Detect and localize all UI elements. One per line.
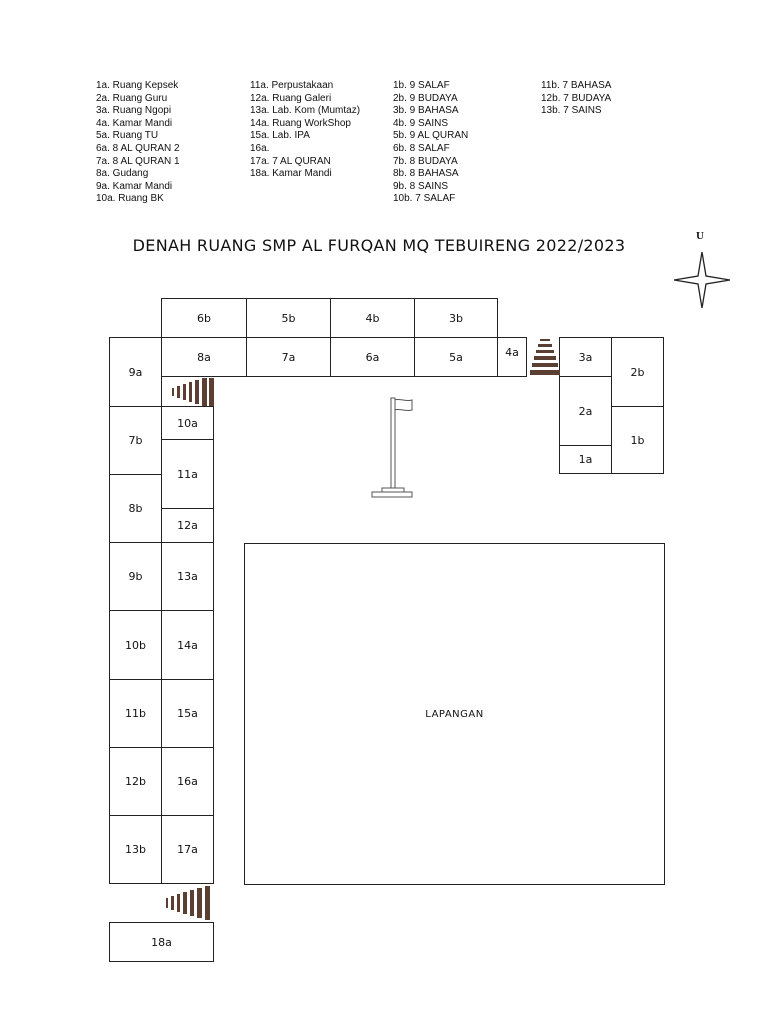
legend-item: 18a. Kamar Mandi [250,168,332,180]
room-8b: 8b [109,474,162,543]
stairs-icon [166,886,214,920]
legend-item: 15a. Lab. IPA [250,130,310,142]
legend-item: 8b. 8 BAHASA [393,168,459,180]
room-4a: 4a [497,337,527,377]
legend-item: 10a. Ruang BK [96,193,164,205]
room-15a: 15a [161,679,214,748]
legend-item: 14a. Ruang WorkShop [250,117,351,129]
map-title: DENAH RUANG SMP AL FURQAN MQ TEBUIRENG 2022/2023 [132,236,626,255]
room-7b: 7b [109,406,162,475]
room-3b: 3b [414,298,498,338]
legend-item: 17a. 7 AL QURAN [250,155,331,167]
legend-item: 6a. 8 AL QURAN 2 [96,142,180,154]
room-8a: 8a [161,337,247,377]
room-11a: 11a [161,439,214,509]
room-6a: 6a [330,337,415,377]
legend-item: 3b. 9 BAHASA [393,105,459,117]
room-1b: 1b [611,406,664,474]
room-14a: 14a [161,610,214,680]
room-13b: 13b [109,815,162,884]
north-label: U [696,230,704,242]
legend-column-1 [96,80,180,206]
stairs-icon [530,339,560,375]
legend-item: 2a. Ruang Guru [96,92,168,104]
room-4b: 4b [330,298,415,338]
legend-item: 4b. 9 SAINS [393,117,449,129]
legend-item: 5a. Ruang TU [96,130,159,142]
legend-item: 3a. Ruang Ngopi [96,105,172,117]
room-5a: 5a [414,337,498,377]
legend-item: 7a. 8 AL QURAN 1 [96,155,180,167]
room-3a: 3a [559,337,612,377]
legend-item: 12a. Ruang Galeri [250,92,332,104]
legend-item: 2b. 9 BUDAYA [393,92,458,104]
room-9b: 9b [109,542,162,611]
stairs-icon [172,378,214,406]
legend-item: 6b. 8 SALAF [393,142,450,154]
legend-item: 9a. Kamar Mandi [96,180,173,192]
field-lapangan: LAPANGAN [244,543,665,885]
legend-item: 4a. Kamar Mandi [96,117,173,129]
legend-item: 13b. 7 SAINS [541,105,602,117]
room-12b: 12b [109,747,162,816]
legend-item: 16a. [250,142,270,154]
legend-item: 11a. Perpustakaan [250,80,334,91]
room-12a: 12a [161,508,214,543]
room-17a: 17a [161,815,214,884]
legend-column-3 [393,80,468,206]
legend-item: 11b. 7 BAHASA [541,80,612,91]
room-11b: 11b [109,679,162,748]
room-1a: 1a [559,445,612,474]
room-16a: 16a [161,747,214,816]
legend-item: 10b. 7 SALAF [393,193,456,205]
room-7a: 7a [246,337,331,377]
room-6b: 6b [161,298,247,338]
room-10b: 10b [109,610,162,680]
room-2a: 2a [559,376,612,446]
legend-column-2 [250,80,360,181]
legend-item: 9b. 8 SAINS [393,180,449,192]
room-5b: 5b [246,298,331,338]
room-13a: 13a [161,542,214,611]
legend-item: 12b. 7 BUDAYA [541,92,612,104]
legend-item: 8a. Gudang [96,168,149,180]
compass-star-icon [674,252,730,308]
room-2b: 2b [611,337,664,407]
legend-item: 1a. Ruang Kepsek [96,80,179,91]
room-9a: 9a [109,337,162,407]
room-18a: 18a [109,922,214,962]
legend-item: 13a. Lab. Kom (Mumtaz) [250,105,361,117]
legend-item: 5b. 9 AL QURAN [393,130,469,142]
legend-column-4 [541,80,611,118]
flagpole-icon [370,396,416,498]
legend-item: 1b. 9 SALAF [393,80,450,91]
legend-item: 7b. 8 BUDAYA [393,155,458,167]
room-10a: 10a [161,406,214,440]
